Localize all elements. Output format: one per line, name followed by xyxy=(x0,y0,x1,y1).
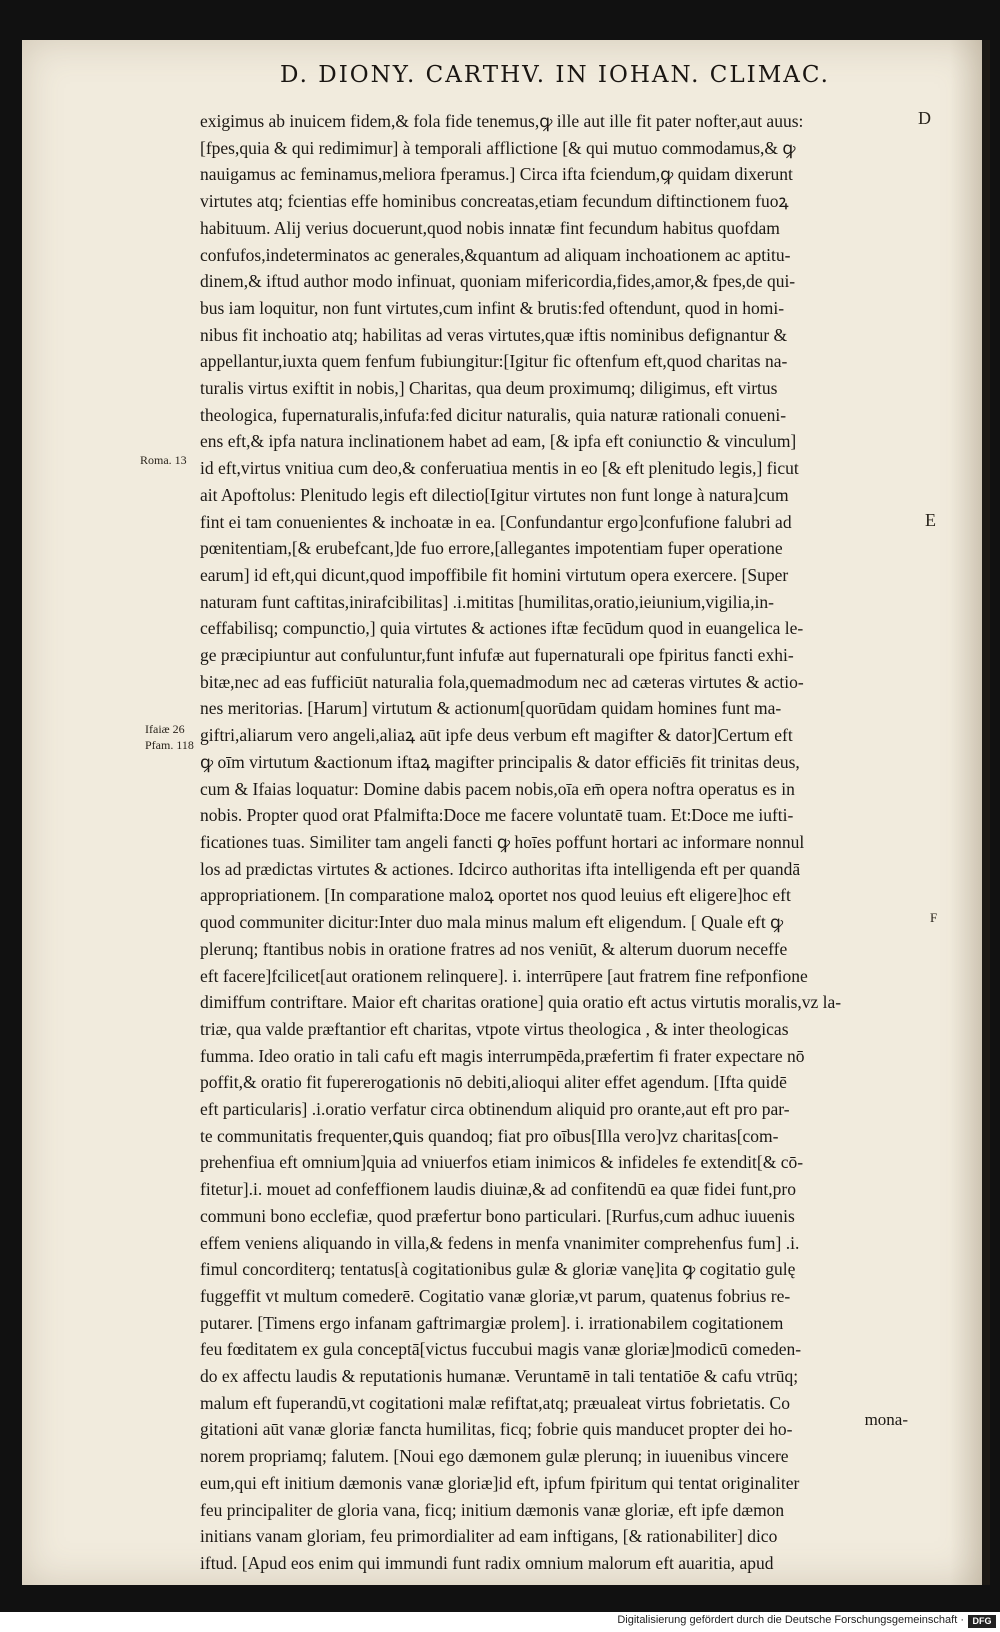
text-line: theologica, fupernaturalis,infufa:fed dicitur naturalis, quia naturæ rationali conueni- xyxy=(200,404,787,425)
text-line: te communitatis frequenter,ꝗuis quandoq; fiat pro oībus[Illa vero]vz charitas[com- xyxy=(200,1125,779,1146)
text-line: fumma. Ideo oratio in tali cafu eft magis interrumpēda,præfertim fi frater expectare nō xyxy=(200,1045,805,1066)
text-line: dinem,& iftud author modo infinuat, quoniam mifericordia,fides,amor,& fpes,de qui- xyxy=(200,271,796,292)
text-line: nibus fit inchoatio atq; habilitas ad veras virtutes,quæ iftis nominibus defignantur & xyxy=(200,324,788,345)
dfg-logo: DFG xyxy=(968,1615,996,1628)
text-line: effem veniens aliquando in villa,& fedens in menfa vnanimiter comprehenfus fum] .i. xyxy=(200,1232,800,1253)
text-line: gitationi aūt vanæ gloriæ fancta humilitas, ficq; fobrie quis manducet propter dei ho- xyxy=(200,1419,793,1440)
text-line: communi bono ecclefiæ, quod præfertur bono particulari. [Rurfus,cum adhuc iuuenis xyxy=(200,1205,795,1226)
text-line: appellantur,iuxta quem fenfum fubiungitur:[Igitur fic oftenfum eft,quod charitas na- xyxy=(200,351,788,372)
margin-note-isaiae: Ifaiæ 26 xyxy=(145,722,185,736)
footer-credit: Digitalisierung gefördert durch die Deutsche Forschungsgemeinschaft · xyxy=(617,1614,964,1626)
text-line: exigimus ab inuicem fidem,& fola fide tenemus,ꝙ ille aut ille fit pater nofter,aut auus: xyxy=(200,111,804,131)
text-line: nes meritorias. [Harum] virtutum & actionum[quorūdam quidam homines funt ma- xyxy=(200,698,782,719)
text-line: fimul concorditerq; tentatus[à cogitationibus gulæ & gloriæ vanę]ita ꝙ cogitatio gulę xyxy=(200,1259,796,1280)
text-line: fitetur].i. mouet ad confeffionem laudis diuinæ,& ad confitendū ea quæ fidei funt,pro xyxy=(200,1179,796,1200)
text-line: ge præcipiuntur aut confuluntur,funt infufæ aut fupernaturali ope fpiritus fancti exhi- xyxy=(200,645,794,666)
margin-note-roma: Roma. 13 xyxy=(140,453,187,467)
text-line: fint ei tam conuenientes & inchoatæ in ea. [Confundantur ergo]confufione falubri ad xyxy=(200,511,792,532)
text-line: putarer. [Timens ergo infanam gaftrimargiæ prolem]. i. irrationabilem cogitationem xyxy=(200,1312,784,1333)
footer-bar xyxy=(0,1612,1000,1632)
text-line: ceffabilisq; compunctio,] quia virtutes & actiones iftæ fecūdum quod in euangelica le- xyxy=(200,618,804,639)
signature-letter-e: E xyxy=(925,510,936,530)
text-line: plerunq; ftantibus nobis in oratione fratres ad nos veniūt, & alterum duorum neceffe xyxy=(200,938,788,959)
text-line: dimiffum contriftare. Maior eft charitas oratione] quia oratio eft actus virtutis moralis,vz la- xyxy=(200,992,842,1013)
text-line: turalis virtus exiftit in nobis,] Charitas, qua deum proximumq; diligimus, eft virtus xyxy=(200,378,778,399)
text-line: nauigamus ac feminamus,meliora fperamus.] Circa ifta fciendum,ꝙ quidam dixerunt xyxy=(200,164,793,185)
text-line: iftud. [Apud eos enim qui immundi funt radix omnium malorum eft auaritia, apud xyxy=(200,1552,774,1573)
text-line: ait Apoftolus: Plenitudo legis eft dilectio[Igitur virtutes non funt longe à natura]cum xyxy=(200,484,789,505)
catchword: mona- xyxy=(864,1410,908,1429)
text-line: triæ, qua valde præftantior eft charitas, vtpote virtus theologica , & inter theologicas xyxy=(200,1018,789,1039)
text-line: habituum. Alij verius docuerunt,quod nobis innatæ fint fecundum habitus quofdam xyxy=(200,217,780,238)
text-line: pœnitentiam,[& erubefcant,]de fuo errore,[allegantes impotentiam fuper operatione xyxy=(200,538,783,559)
text-line: id eft,virtus vnitiua cum deo,& conferuatiua mentis in eo [& eft plenitudo legis,] ficut xyxy=(200,458,799,479)
text-line: virtutes atq; fcientias effe hominibus concreatas,etiam fecundum diftinctionem fuoꝝ xyxy=(200,191,789,212)
text-line: earum] id eft,qui dicunt,quod impoffibile fit homini virtutum opera exercere. [Super xyxy=(200,564,789,585)
text-line: malum eft fuperandū,vt cogitationi malæ refiftat,atq; præualeat virtus fobrietatis. Co xyxy=(200,1392,790,1413)
text-line: feu fœditatem ex gula conceptā[victus fuccubui magis vanæ gloriæ]modicū comeden- xyxy=(200,1339,802,1360)
text-line: cum & Ifaias loquatur: Domine dabis pacem nobis,oīa em̄ opera noftra operatus es in xyxy=(200,778,795,799)
text-line: bitæ,nec ad eas fufficiūt naturalia fola,quemadmodum nec ad cæteras virtutes & actio- xyxy=(200,671,804,692)
text-line: feu principaliter de gloria vana, ficq; initium dæmonis vanæ gloriæ, eft ipfe dæmon xyxy=(200,1499,785,1520)
text-line: nobis. Propter quod orat Pfalmifta:Doce me facere voluntatē tuam. Et:Doce me iufti- xyxy=(200,805,794,826)
text-line: ens eft,& ipfa natura inclinationem habet ad eam, [& ipfa eft coniunctio & vinculum] xyxy=(200,431,797,452)
text-line: norem propriamq; falutem. [Noui ego dæmonem gulæ plerunq; in iuuenibus vincere xyxy=(200,1446,789,1467)
text-line: eft particularis] .i.oratio verfatur circa obtinendum aliquid pro orante,aut eft pro par- xyxy=(200,1099,790,1120)
text-line: eft facere]fcilicet[aut orationem relinquere]. i. interrūpere [aut fratrem fine refponfione xyxy=(200,965,808,986)
text-line: ficationes tuas. Similiter tam angeli fancti ꝙ hoīes poffunt hortari ac informare nonnul xyxy=(200,831,805,852)
text-line: ꝙ oīm virtutum &actionum iftaꝝ magifter principalis & dator efficiēs fit trinitas deus, xyxy=(200,751,800,772)
text-line: los ad prædictas virtutes & actiones. Idcirco authoritas ifta intelligenda eft per quandā xyxy=(200,858,801,879)
page-gutter-shadow xyxy=(950,40,990,1585)
text-line: bus iam loquitur, non funt virtutes,cum infint & brutis:fed oftendunt, quod in homi- xyxy=(200,297,785,318)
text-line: appropriationem. [In comparatione maloꝝ oportet nos quod leuius eft eligere]hoc eft xyxy=(200,885,791,906)
running-head: D. DIONY. CARTHV. IN IOHAN. CLIMAC. xyxy=(280,62,830,88)
text-line: do ex affectu laudis & reputationis humanæ. Veruntamē in tali tentatiōe & cafu vtrūq; xyxy=(200,1366,799,1387)
signature-letter-f: F xyxy=(930,910,938,925)
body-text xyxy=(200,108,940,1577)
text-line: eum,qui eft initium dæmonis vanæ gloriæ]id eft, ipfum fpiritum qui tentat originaliter xyxy=(200,1472,800,1493)
text-line: prehenfiua eft omnium]quia ad vniuerfos etiam inimicos & infideles fe extendit[& cō- xyxy=(200,1152,804,1173)
text-line: poffit,& oratio fit fupererogationis nō debiti,alioqui aliter effet agendum. [Ifta quidē xyxy=(200,1072,787,1093)
text-line: naturam funt caftitas,inirafcibilitas] .i.mititas [humilitas,oratio,ieiunium,vigilia,in- xyxy=(200,591,774,612)
text-line: confufos,indeterminatos ac generales,&quantum ad aliquam inchoationem ac aptitu- xyxy=(200,244,791,265)
text-line: giftri,aliarum vero angeli,aliaꝝ aūt ipfe deus verbum eft magifter & dator]Certum eft xyxy=(200,725,793,746)
text-line: [fpes,quia & qui redimimur] à temporali afflictione [& qui mutuo commodamus,& ꝙ xyxy=(200,137,796,158)
signature-letter-d: D xyxy=(918,108,931,128)
margin-note-psalm: Pfam. 118 xyxy=(145,738,194,752)
text-line: fuggeffit vt multum comederē. Cogitatio vanæ gloriæ,vt parum, quatenus fobrius re- xyxy=(200,1285,791,1306)
text-line: quod communiter dicitur:Inter duo mala minus malum eft eligendum. [ Quale eft ꝙ xyxy=(200,912,784,933)
text-line: initians vanam gloriam, feu primordialiter ad eam inftigans, [& rationabiliter] dico xyxy=(200,1526,778,1547)
